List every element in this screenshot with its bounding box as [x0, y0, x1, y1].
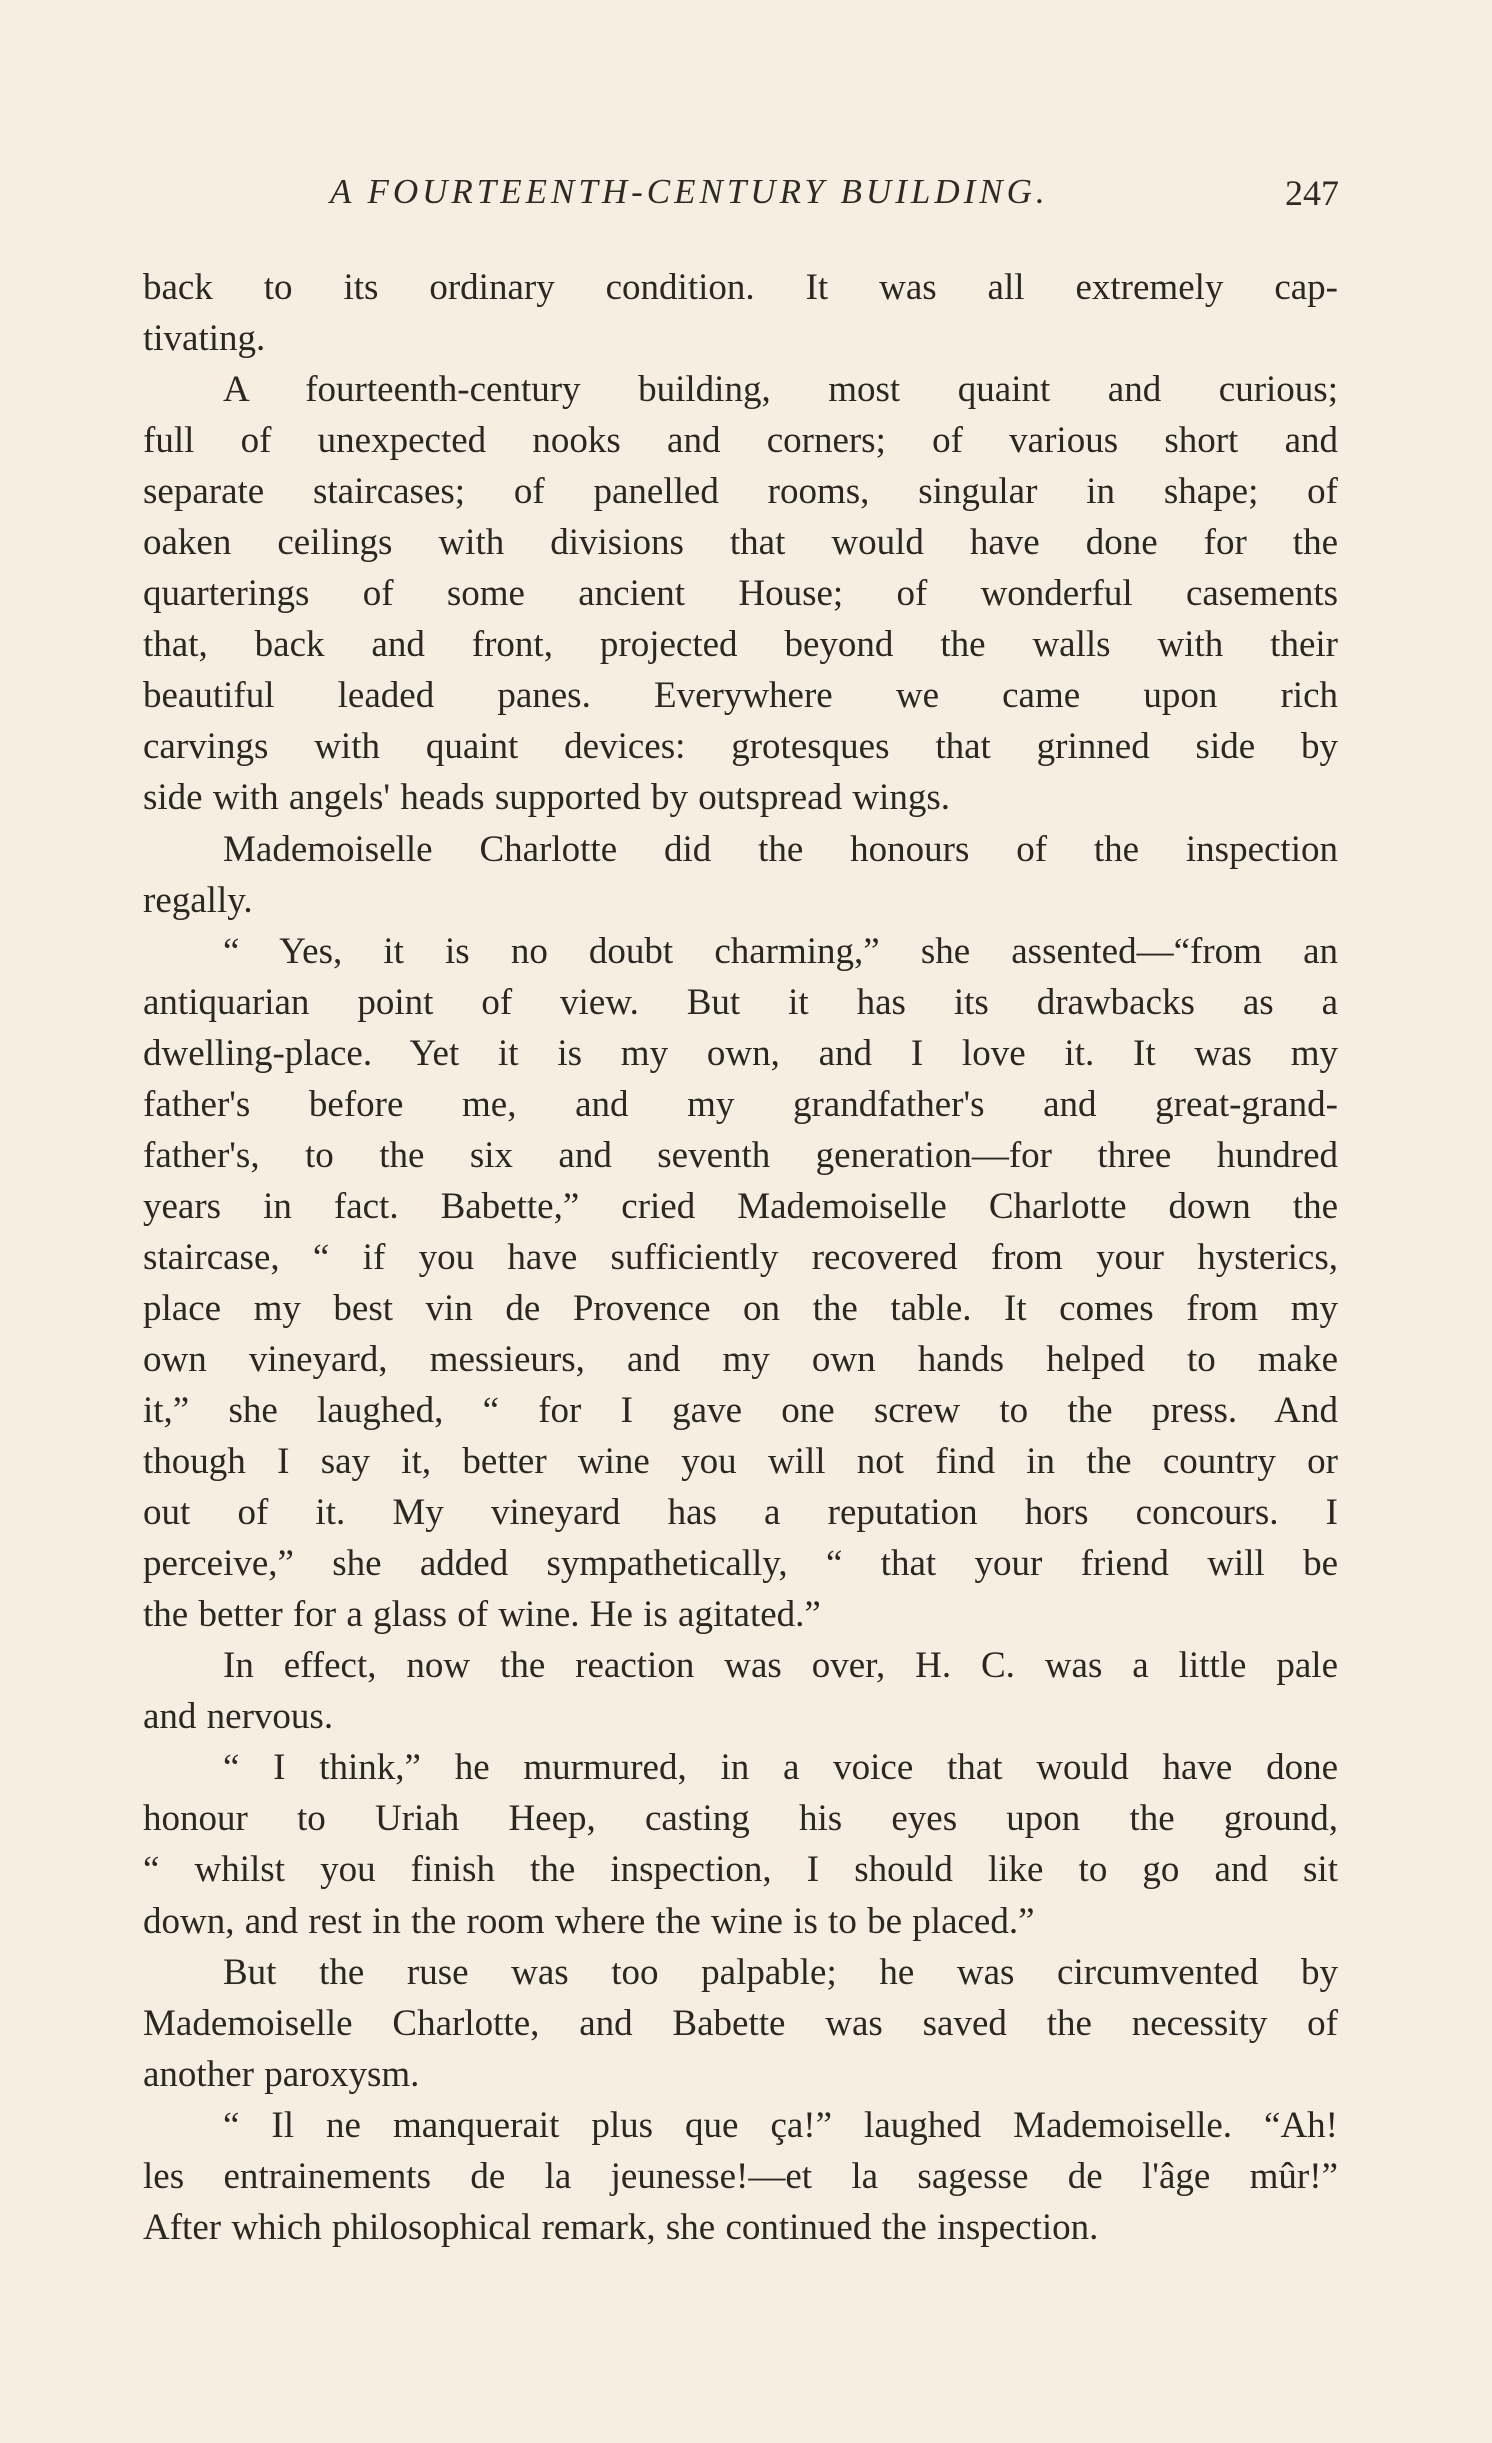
- text-line: beautiful leaded panes. Everywhere we came upon rich: [143, 675, 1338, 717]
- text-line: honour to Uriah Heep, casting his eyes upon the ground,: [143, 1798, 1338, 1840]
- text-line: “ whilst you finish the inspection, I should like to go and sit: [143, 1849, 1338, 1891]
- text-line: quarterings of some ancient House; of wonderful casements: [143, 573, 1338, 615]
- text-line: But the ruse was too palpable; he was circumvented by: [223, 1951, 1338, 1993]
- text-line: out of it. My vineyard has a reputation hors concours. I: [143, 1492, 1338, 1534]
- text-line: les entrainements de la jeunesse!—et la sagesse de l'âge mûr!”: [143, 2155, 1338, 2197]
- text-line: perceive,” she added sympathetically, “ that your friend will be: [143, 1543, 1338, 1585]
- text-line: dwelling-place. Yet it is my own, and I love it. It was my: [143, 1032, 1338, 1074]
- text-line: After which philosophical remark, she continued the inspection.: [143, 2206, 1099, 2248]
- text-line: Mademoiselle Charlotte, and Babette was saved the necessity of: [143, 2002, 1338, 2044]
- text-line: “ Yes, it is no doubt charming,” she assented—“from an: [223, 930, 1338, 972]
- text-line: separate staircases; of panelled rooms, singular in shape; of: [143, 471, 1338, 513]
- text-line: full of unexpected nooks and corners; of various short and: [143, 420, 1338, 462]
- text-line: antiquarian point of view. But it has its drawbacks as a: [143, 981, 1338, 1023]
- text-line: regally.: [143, 879, 253, 921]
- text-line: oaken ceilings with divisions that would have done for the: [143, 522, 1338, 564]
- text-line: “ Il ne manquerait plus que ça!” laughed Mademoiselle. “Ah!: [223, 2104, 1338, 2146]
- text-line: and nervous.: [143, 1696, 334, 1738]
- text-line: side with angels' heads supported by outspread wings.: [143, 777, 950, 819]
- body-text: [143, 262, 1338, 2253]
- text-line: that, back and front, projected beyond the walls with their: [143, 624, 1338, 666]
- text-line: “ I think,” he murmured, in a voice that would have done: [223, 1747, 1338, 1789]
- text-line: another paroxysm.: [143, 2053, 420, 2095]
- text-line: down, and rest in the room where the wine is to be placed.”: [143, 1900, 1035, 1942]
- text-line: place my best vin de Provence on the table. It comes from my: [143, 1287, 1338, 1329]
- text-line: In effect, now the reaction was over, H. C. was a little pale: [223, 1645, 1338, 1687]
- text-line: tivating.: [143, 318, 266, 360]
- text-line: Mademoiselle Charlotte did the honours of the inspection: [223, 828, 1338, 870]
- running-head: A FOURTEENTH-CENTURY BUILDING.: [330, 172, 1049, 211]
- text-line: A fourteenth-century building, most quaint and curious;: [223, 369, 1338, 411]
- text-line: staircase, “ if you have sufficiently recovered from your hysterics,: [143, 1236, 1338, 1278]
- page-number: 247: [1285, 173, 1339, 213]
- text-line: father's, to the six and seventh generation—for three hundred: [143, 1134, 1338, 1176]
- text-line: carvings with quaint devices: grotesques that grinned side by: [143, 726, 1338, 768]
- text-line: it,” she laughed, “ for I gave one screw to the press. And: [143, 1390, 1338, 1432]
- text-line: father's before me, and my grandfather's and great-grand-: [143, 1083, 1338, 1125]
- text-line: years in fact. Babette,” cried Mademoiselle Charlotte down the: [143, 1185, 1338, 1227]
- text-line: though I say it, better wine you will not find in the country or: [143, 1441, 1338, 1483]
- text-line: the better for a glass of wine. He is agitated.”: [143, 1594, 821, 1636]
- text-line: own vineyard, messieurs, and my own hands helped to make: [143, 1338, 1338, 1380]
- text-line: back to its ordinary condition. It was all extremely cap-: [143, 267, 1338, 308]
